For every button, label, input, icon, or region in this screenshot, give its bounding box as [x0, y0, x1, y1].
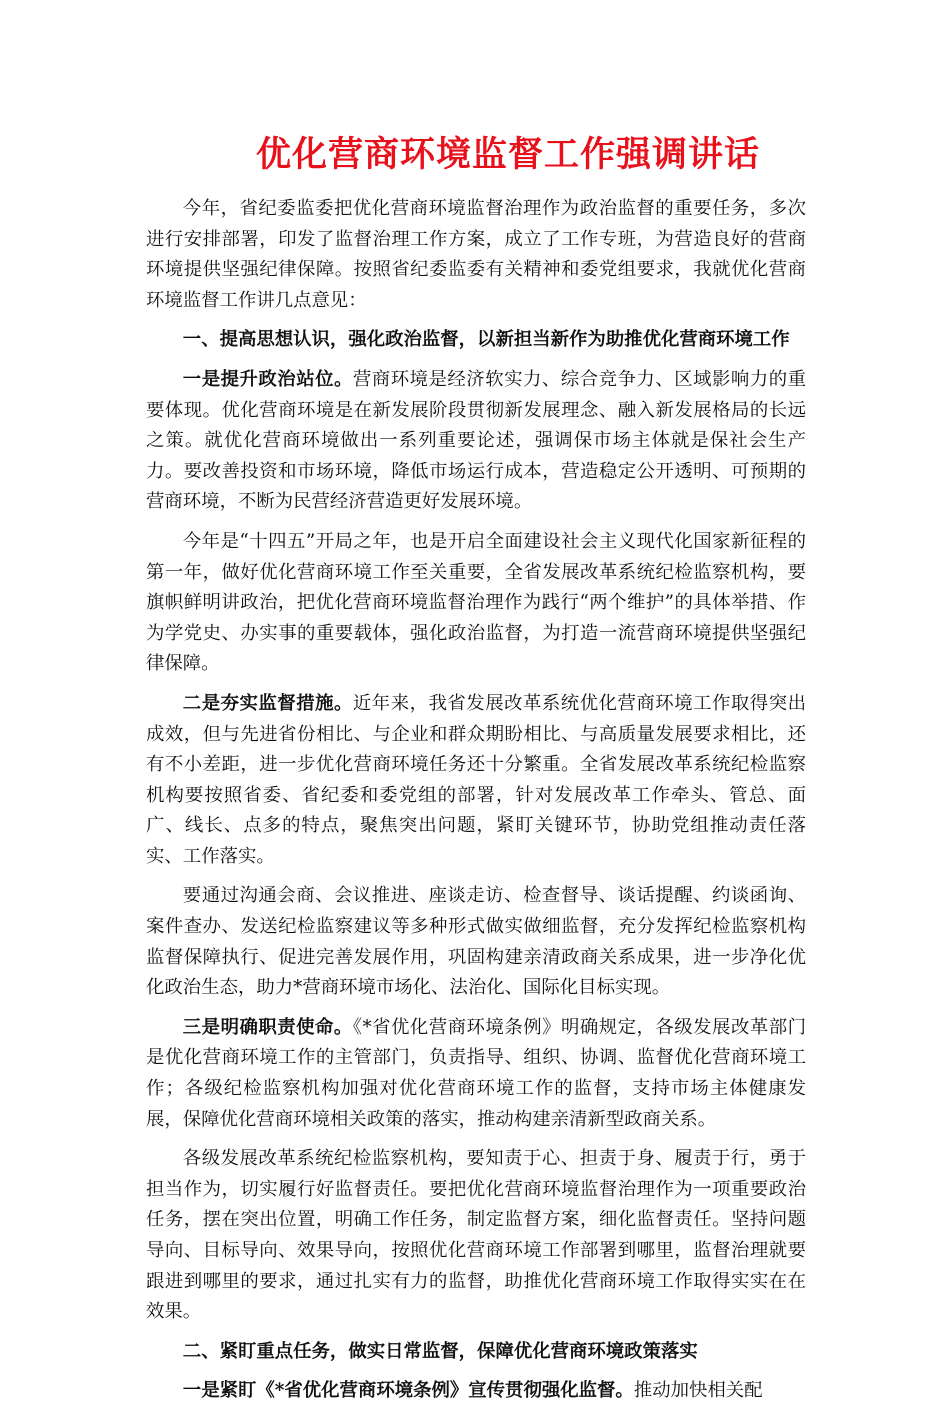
- paragraph-political-stance: [146, 365, 806, 518]
- document-title: 优化营商环境监督工作强调讲话: [256, 134, 761, 175]
- paragraph-text: 近年来，我省发展改革系统优化营商环境工作取得突出成效，但与先进省份相比、与企业和群众期盼相比、与高质量发展要求相比，还有不小差距，进一步优化营商环境任务还十分繁重。全省发展改革系统纪检监察机构要按照省委、省纪委和委党组的部署，针对发展改革工作牵头、管总、面广、线长、点多的特点，聚焦突出问题，紧盯关键环节，协助党组推动责任落实、工作落实。: [146, 692, 806, 867]
- document-page: [146, 130, 806, 1416]
- section-heading-2: 二、紧盯重点任务，做实日常监督，保障优化营商环境政策落实: [182, 1340, 698, 1362]
- paragraph-supervision-measures: [146, 689, 806, 873]
- paragraph-text: 今年，省纪委监委把优化营商环境监督治理作为政治监督的重要任务，多次进行安排部署，印发了监督治理工作方案，成立了工作专班，为营造良好的营商环境提供坚强纪律保障。按照省纪委监委有关精神和委党组要求，我就优化营商环境监督工作讲几点意见：: [146, 198, 806, 311]
- paragraph-lead: 一是紧盯《*省优化营商环境条例》宣传贯彻强化监督。: [182, 1380, 634, 1402]
- paragraph-lead: 一是提升政治站位。: [182, 368, 353, 390]
- paragraph-14th-five-year: [146, 527, 806, 680]
- paragraph-responsibilities: [146, 1013, 806, 1135]
- paragraph-lead: 二是夯实监督措施。: [182, 692, 353, 714]
- paragraph-accountability: [146, 1144, 806, 1328]
- paragraph-text: 《*省优化营商环境条例》明确规定，各级发展改革部门是优化营商环境工作的主管部门，负责指导、组织、协调、监督优化营商环境工作；各级纪检监察机构加强对优化营商环境工作的监督，支持市场主体健康发展，保障优化营商环境相关政策的落实，推动构建亲清新型政商关系。: [146, 1016, 806, 1130]
- paragraph-text: 推动加快相关配: [633, 1380, 763, 1402]
- paragraph-text: 今年是“十四五”开局之年，也是开启全面建设社会主义现代化国家新征程的第一年，做好优化营商环境工作至关重要，全省发展改革系统纪检监察机构，要旗帜鲜明讲政治，把优化营商环境监督治理作为践行“两个维护”的具体举措、作为学党史、办实事的重要载体，强化政治监督，为打造一流营商环境提供坚强纪律保障。: [146, 530, 806, 675]
- section-heading-1: 一、提高思想认识，强化政治监督，以新担当新作为助推优化营商环境工作: [182, 329, 790, 351]
- paragraph-text: 各级发展改革系统纪检监察机构，要知责于心、担责于身、履责于行，勇于担当作为，切实履行好监督责任。要把优化营商环境监督治理作为一项重要政治任务，摆在突出位置，明确工作任务，制定监督方案，细化监督责任。坚持问题导向、目标导向、效果导向，按照优化营商环境工作部署到哪里，监督治理就要跟进到哪里的要求，通过扎实有力的监督，助推优化营商环境工作取得实实在在效果。: [146, 1148, 806, 1323]
- paragraph-lead: 三是明确职责使命。: [182, 1016, 353, 1038]
- paragraph-intro: [146, 194, 806, 316]
- paragraph-regulation-supervision: [146, 1376, 806, 1407]
- paragraph-text: 要通过沟通会商、会议推进、座谈走访、检查督导、谈话提醒、约谈函询、案件查办、发送纪检监察建议等多种形式做实做细监督，充分发挥纪检监察机构监督保障执行、促进完善发展作用，巩固构建亲清政商关系成果，进一步净化优化政治生态，助力*营商环境市场化、法治化、国际化目标实现。: [146, 885, 806, 999]
- paragraph-text: 营商环境是经济软实力、综合竞争力、区域影响力的重要体现。优化营商环境是在新发展阶段贯彻新发展理念、融入新发展格局的长远之策。就优化营商环境做出一系列重要论述，强调保市场主体就是保社会生产力。要改善投资和市场环境，降低市场运行成本，营造稳定公开透明、可预期的营商环境，不断为民营经济营造更好发展环境。: [146, 368, 806, 513]
- paragraph-supervision-forms: [146, 881, 806, 1003]
